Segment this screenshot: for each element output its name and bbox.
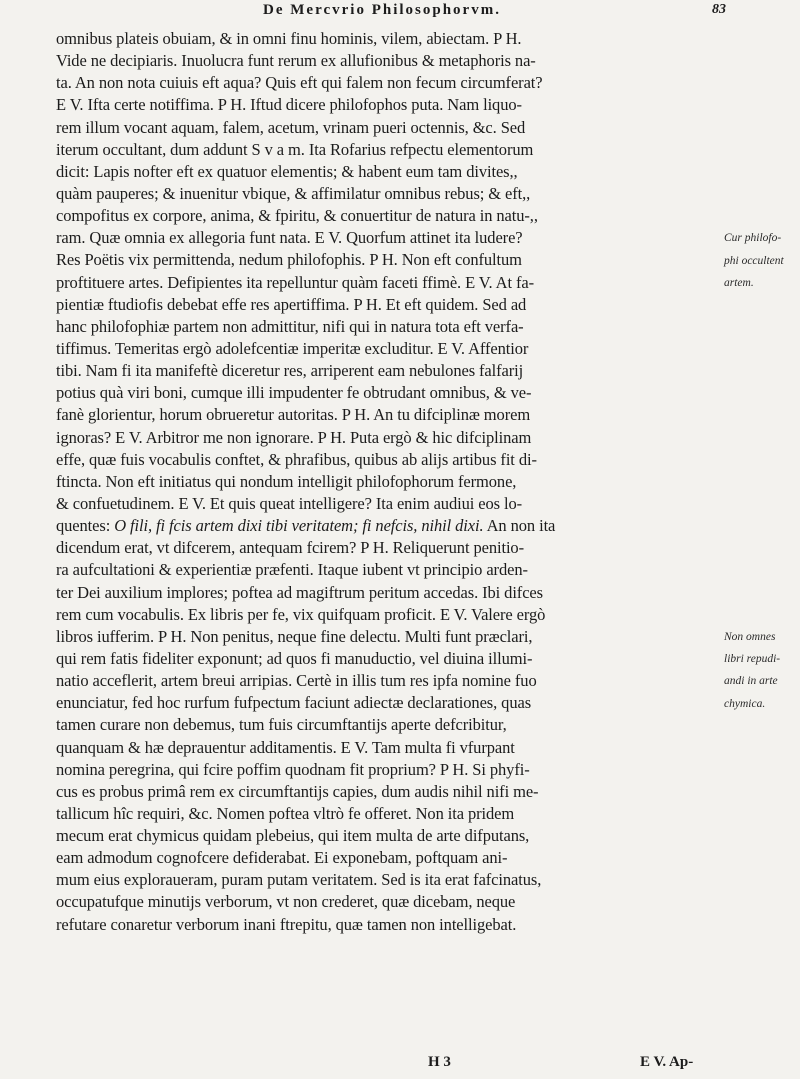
line-text: potius quà viri boni, cumque illi impudenter fe obtrudant omnibus, & ve-: [56, 383, 532, 403]
line-text: ta. An non nota cuiuis eft aqua? Quis eft qui falem non fecum circumferat?: [56, 73, 543, 93]
line-text: refutare conaretur verborum inani ftrepitu, quæ tamen non intelligebat.: [56, 914, 517, 934]
line-text: ra aufcultationi & experientiæ præfenti. Itaque iubent vt principio arden-: [56, 560, 528, 580]
line-text: ftincta. Non eft initiatus qui nondum intelligit philofophorum fermone,: [56, 471, 517, 491]
line-text: cus es probus primâ rem ex circumftantijs capies, dum audis nihil nifi me-: [56, 781, 539, 801]
page-number: 83: [712, 2, 726, 17]
line-text: eam admodum cognofcere defiderabat. Ei exponebam, poftquam ani-: [56, 848, 508, 868]
text-line: [56, 537, 716, 559]
line-text: tibi. Nam fi ita manifeftè diceretur res, arriperent eam nebulones falfarij: [56, 361, 524, 381]
line-text: ignoras? E V. Arbitror me non ignorare. P H. Puta ergò & hic difciplinam: [56, 427, 532, 447]
margin-note: Non omnes: [724, 631, 776, 644]
line-text-after: An non ita: [483, 516, 556, 536]
line-text: occupatufque minutijs verborum, vt non crederet, quæ dicebam, neque: [56, 892, 516, 912]
line-text: Res Poëtis vix permittenda, nedum philofophis. P H. Non eft confultum: [56, 250, 522, 270]
text-line: [56, 847, 716, 869]
line-text: tiffimus. Temeritas ergò adolefcentiæ imperitæ excluditur. E V. Affentior: [56, 338, 529, 358]
text-line: [56, 360, 716, 382]
text-line: [56, 449, 716, 471]
text-line: [56, 227, 716, 249]
line-text: tallicum hîc requiri, &c. Nomen poftea vltrò fe offeret. Non ita pridem: [56, 803, 515, 823]
text-line: [56, 183, 716, 205]
text-line: [56, 803, 716, 825]
line-text: dicit: Lapis nofter eft ex quatuor elementis; & habent eum tam divites,,: [56, 161, 518, 181]
text-line: [56, 471, 716, 493]
line-text: quentes:: [56, 516, 115, 536]
line-text: hanc philofophiæ partem non admittitur, nifi qui in natura tota eft verfa-: [56, 316, 524, 336]
text-line: [56, 582, 716, 604]
line-text: dicendum erat, vt difcerem, antequam fcirem? P H. Reliquerunt penitio-: [56, 538, 524, 558]
text-line: [56, 692, 716, 714]
margin-note: artem.: [724, 276, 754, 289]
line-text: compofitus ex corpore, anima, & fpiritu, & conuertitur de natura in natu-,,: [56, 206, 538, 226]
text-line: [56, 139, 716, 161]
text-line: [56, 161, 716, 183]
page-header: [0, 2, 800, 28]
line-text: E V. Ifta certe notiffima. P H. Iftud dicere philofophos puta. Nam liquo-: [56, 95, 522, 115]
line-text: quàm pauperes; & inuenitur vbique, & affimilatur omnibus rebus; & eft,,: [56, 183, 531, 203]
main-text-block: [56, 28, 716, 936]
line-text: natio acceflerit, artem breui arripias. Certè in illis tum res ipfa nomine fuo: [56, 671, 537, 691]
line-text: tamen curare non debemus, tum fuis circumftantijs aperte defcribitur,: [56, 715, 507, 735]
text-line: [56, 117, 716, 139]
text-line: [56, 759, 716, 781]
line-text: ram. Quæ omnia ex allegoria funt nata. E V. Quorfum attinet ita ludere?: [56, 228, 523, 248]
line-text: nomina peregrina, qui fcire poffim quodnam fit proprium? P H. Si phyfi-: [56, 759, 530, 779]
running-title: De Mercvrio Philosophorvm.: [263, 2, 501, 18]
line-text: pientiæ ftudiofis debebat effe res apertiffima. P H. Et eft quidem. Sed ad: [56, 294, 527, 314]
text-line: [56, 205, 716, 227]
line-text: proftituere artes. Defipientes ita repelluntur quàm faceti ffimè. E V. At fa-: [56, 272, 534, 292]
text-line: [56, 404, 716, 426]
line-text: Vide ne decipiaris. Inuolucra funt rerum ex allufionibus & metaphoris na-: [56, 51, 536, 71]
line-text: mecum erat chymicus quidam plebeius, qui item multa de arte difputans,: [56, 826, 530, 846]
line-text: qui rem fatis fideliter exponunt; ad quos fi manuductio, vel diuina illumi-: [56, 648, 533, 668]
text-line: [56, 914, 716, 936]
margin-note: andi in arte: [724, 675, 778, 688]
text-line: [56, 737, 716, 759]
text-line: [56, 493, 716, 515]
text-line: [56, 626, 716, 648]
text-line: [56, 648, 716, 670]
line-text: rem cum vocabulis. Ex libris per fe, vix quifquam proficit. E V. Valere ergò: [56, 604, 546, 624]
text-line: [56, 891, 716, 913]
text-line: [56, 515, 716, 537]
line-text: effe, quæ fuis vocabulis conftet, & phrafibus, quibus ab alijs artibus fit di-: [56, 449, 537, 469]
text-line: [56, 249, 716, 271]
text-line: [56, 559, 716, 581]
text-line: [56, 670, 716, 692]
margin-note: phi occultent: [724, 254, 784, 267]
line-text: fanè glorientur, horum obrueretur autoritas. P H. An tu difciplinæ morem: [56, 405, 531, 425]
text-line: [56, 72, 716, 94]
text-line: [56, 382, 716, 404]
text-line: [56, 604, 716, 626]
line-text: rem illum vocant aquam, falem, acetum, vrinam pueri octennis, &c. Sed: [56, 117, 526, 137]
line-text: ter Dei auxilium implores; poftea ad magiftrum peritum accedas. Ibi difces: [56, 582, 543, 602]
margin-note: libri repudi-: [724, 653, 781, 666]
margin-note: Cur philofo-: [724, 232, 782, 245]
line-text: libros iufferim. P H. Non penitus, neque fine delectu. Multi funt præclari,: [56, 626, 533, 646]
catchword: E V. Ap-: [640, 1054, 694, 1070]
text-line: [56, 338, 716, 360]
text-line: [56, 28, 716, 50]
text-line: [56, 427, 716, 449]
text-line: [56, 316, 716, 338]
text-line: [56, 825, 716, 847]
margin-note: chymica.: [724, 697, 766, 710]
text-line: [56, 294, 716, 316]
line-text: quanquam & hæ deprauentur additamentis. E V. Tam multa fi vfurpant: [56, 737, 515, 757]
line-text: enunciatur, fed hoc rurfum fufpectum faciunt adiectæ declarationes, quas: [56, 693, 532, 713]
line-text: omnibus plateis obuiam, & in omni finu hominis, vilem, abiectam. P H.: [56, 29, 522, 48]
text-line: [56, 714, 716, 736]
text-line: [56, 869, 716, 891]
line-text: mum eius exploraueram, puram putam veritatem. Sed is ita erat fafcinatus,: [56, 870, 542, 890]
line-text: & confuetudinem. E V. Et quis queat intelligere? Ita enim audiui eos lo-: [56, 493, 522, 513]
italic-quotation: O fili, fi fcis artem dixi tibi veritatem; fi nefcis, nihil dixi.: [114, 516, 484, 536]
text-line: [56, 781, 716, 803]
text-line: [56, 50, 716, 72]
signature-mark: H 3: [428, 1054, 451, 1070]
text-line: [56, 272, 716, 294]
line-text: iterum occultant, dum addunt S v a m. Ita Rofarius refpectu elementorum: [56, 139, 534, 159]
text-line: [56, 94, 716, 116]
